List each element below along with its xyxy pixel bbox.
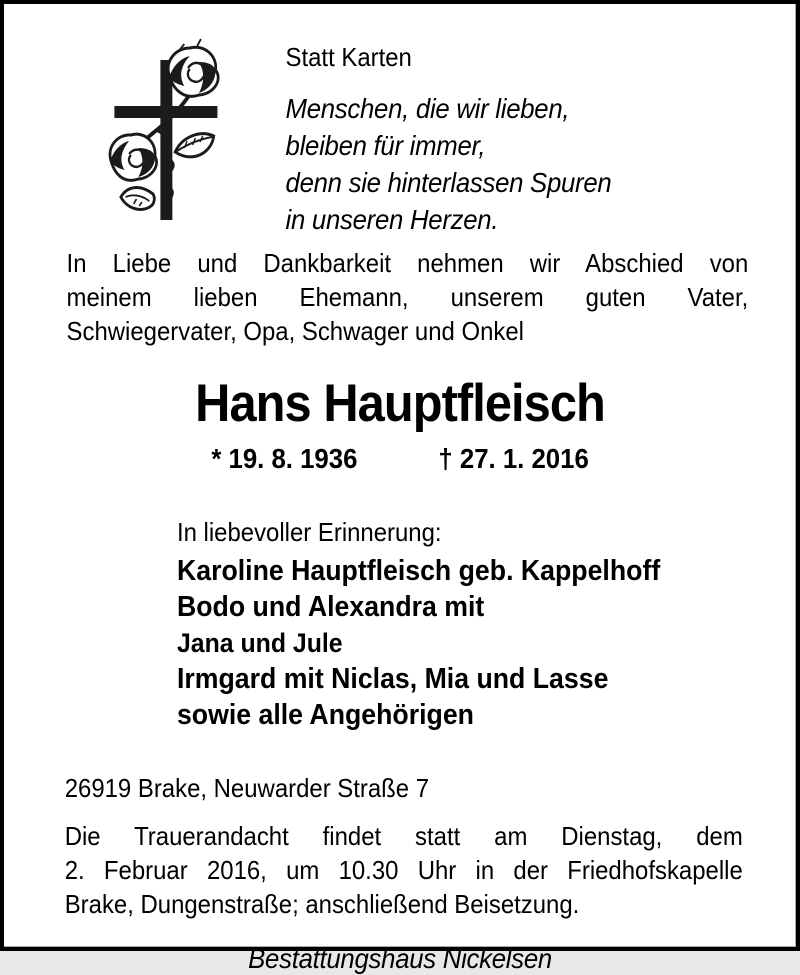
header-text [286,34,612,238]
poem-line-4: in unseren Herzen. [285,204,499,235]
poem-line-3: denn sie hinterlassen Spuren [285,167,612,198]
intro-line-1: In Liebe und Dankbarkeit nehmen wir Abschied von [66,248,749,278]
service-line-3: Brake, Dungenstraße; anschließend Beisetzung. [64,889,580,919]
service-line-1: Die Trauerandacht findet statt am Dienstag, dem [64,821,743,851]
poem-line-1: Menschen, die wir lieben, [285,93,570,124]
address-line: 26919 Brake, Neuwarder Straße 7 [64,773,430,803]
header-section [4,4,796,238]
memorial-poem [286,90,612,238]
intro-line-3: Schwiegervater, Opa, Schwager und Onkel [66,316,524,346]
remembrance-heading: In liebevoller Erinnerung: [176,517,442,547]
intro-paragraph [67,246,749,348]
funeral-home-name: Bestattungshaus Nickelsen [248,943,552,974]
remembrance-section [177,514,796,733]
mourner-line: Irmgard mit Niclas, Mia und Lasse [176,663,609,695]
birth-date: * 19. 8. 1936 [211,443,358,474]
mourner-line: Karoline Hauptfleisch geb. Kappelhoff [176,555,661,587]
service-line-2: 2. Februar 2016, um 10.30 Uhr in der Friedhofskapelle [64,855,743,885]
service-announcement [65,819,743,921]
death-date: † 27. 1. 2016 [438,443,589,474]
deceased-name: Hans Hauptfleisch [195,374,605,433]
mourner-line: Jana und Jule [176,628,343,658]
notice-card [4,4,796,974]
cross-roses-icon [96,34,243,238]
mourner-line: sowie alle Angehörigen [176,699,474,731]
intro-line-2: meinem lieben Ehemann, unserem guten Vater, [66,282,749,312]
cross-horizontal-beam [114,106,217,118]
life-dates [4,442,796,476]
mourner-line: Bodo und Alexandra mit [176,591,485,623]
poem-line-2: bleiben für immer, [285,130,486,161]
statt-karten-label: Statt Karten [285,42,412,72]
